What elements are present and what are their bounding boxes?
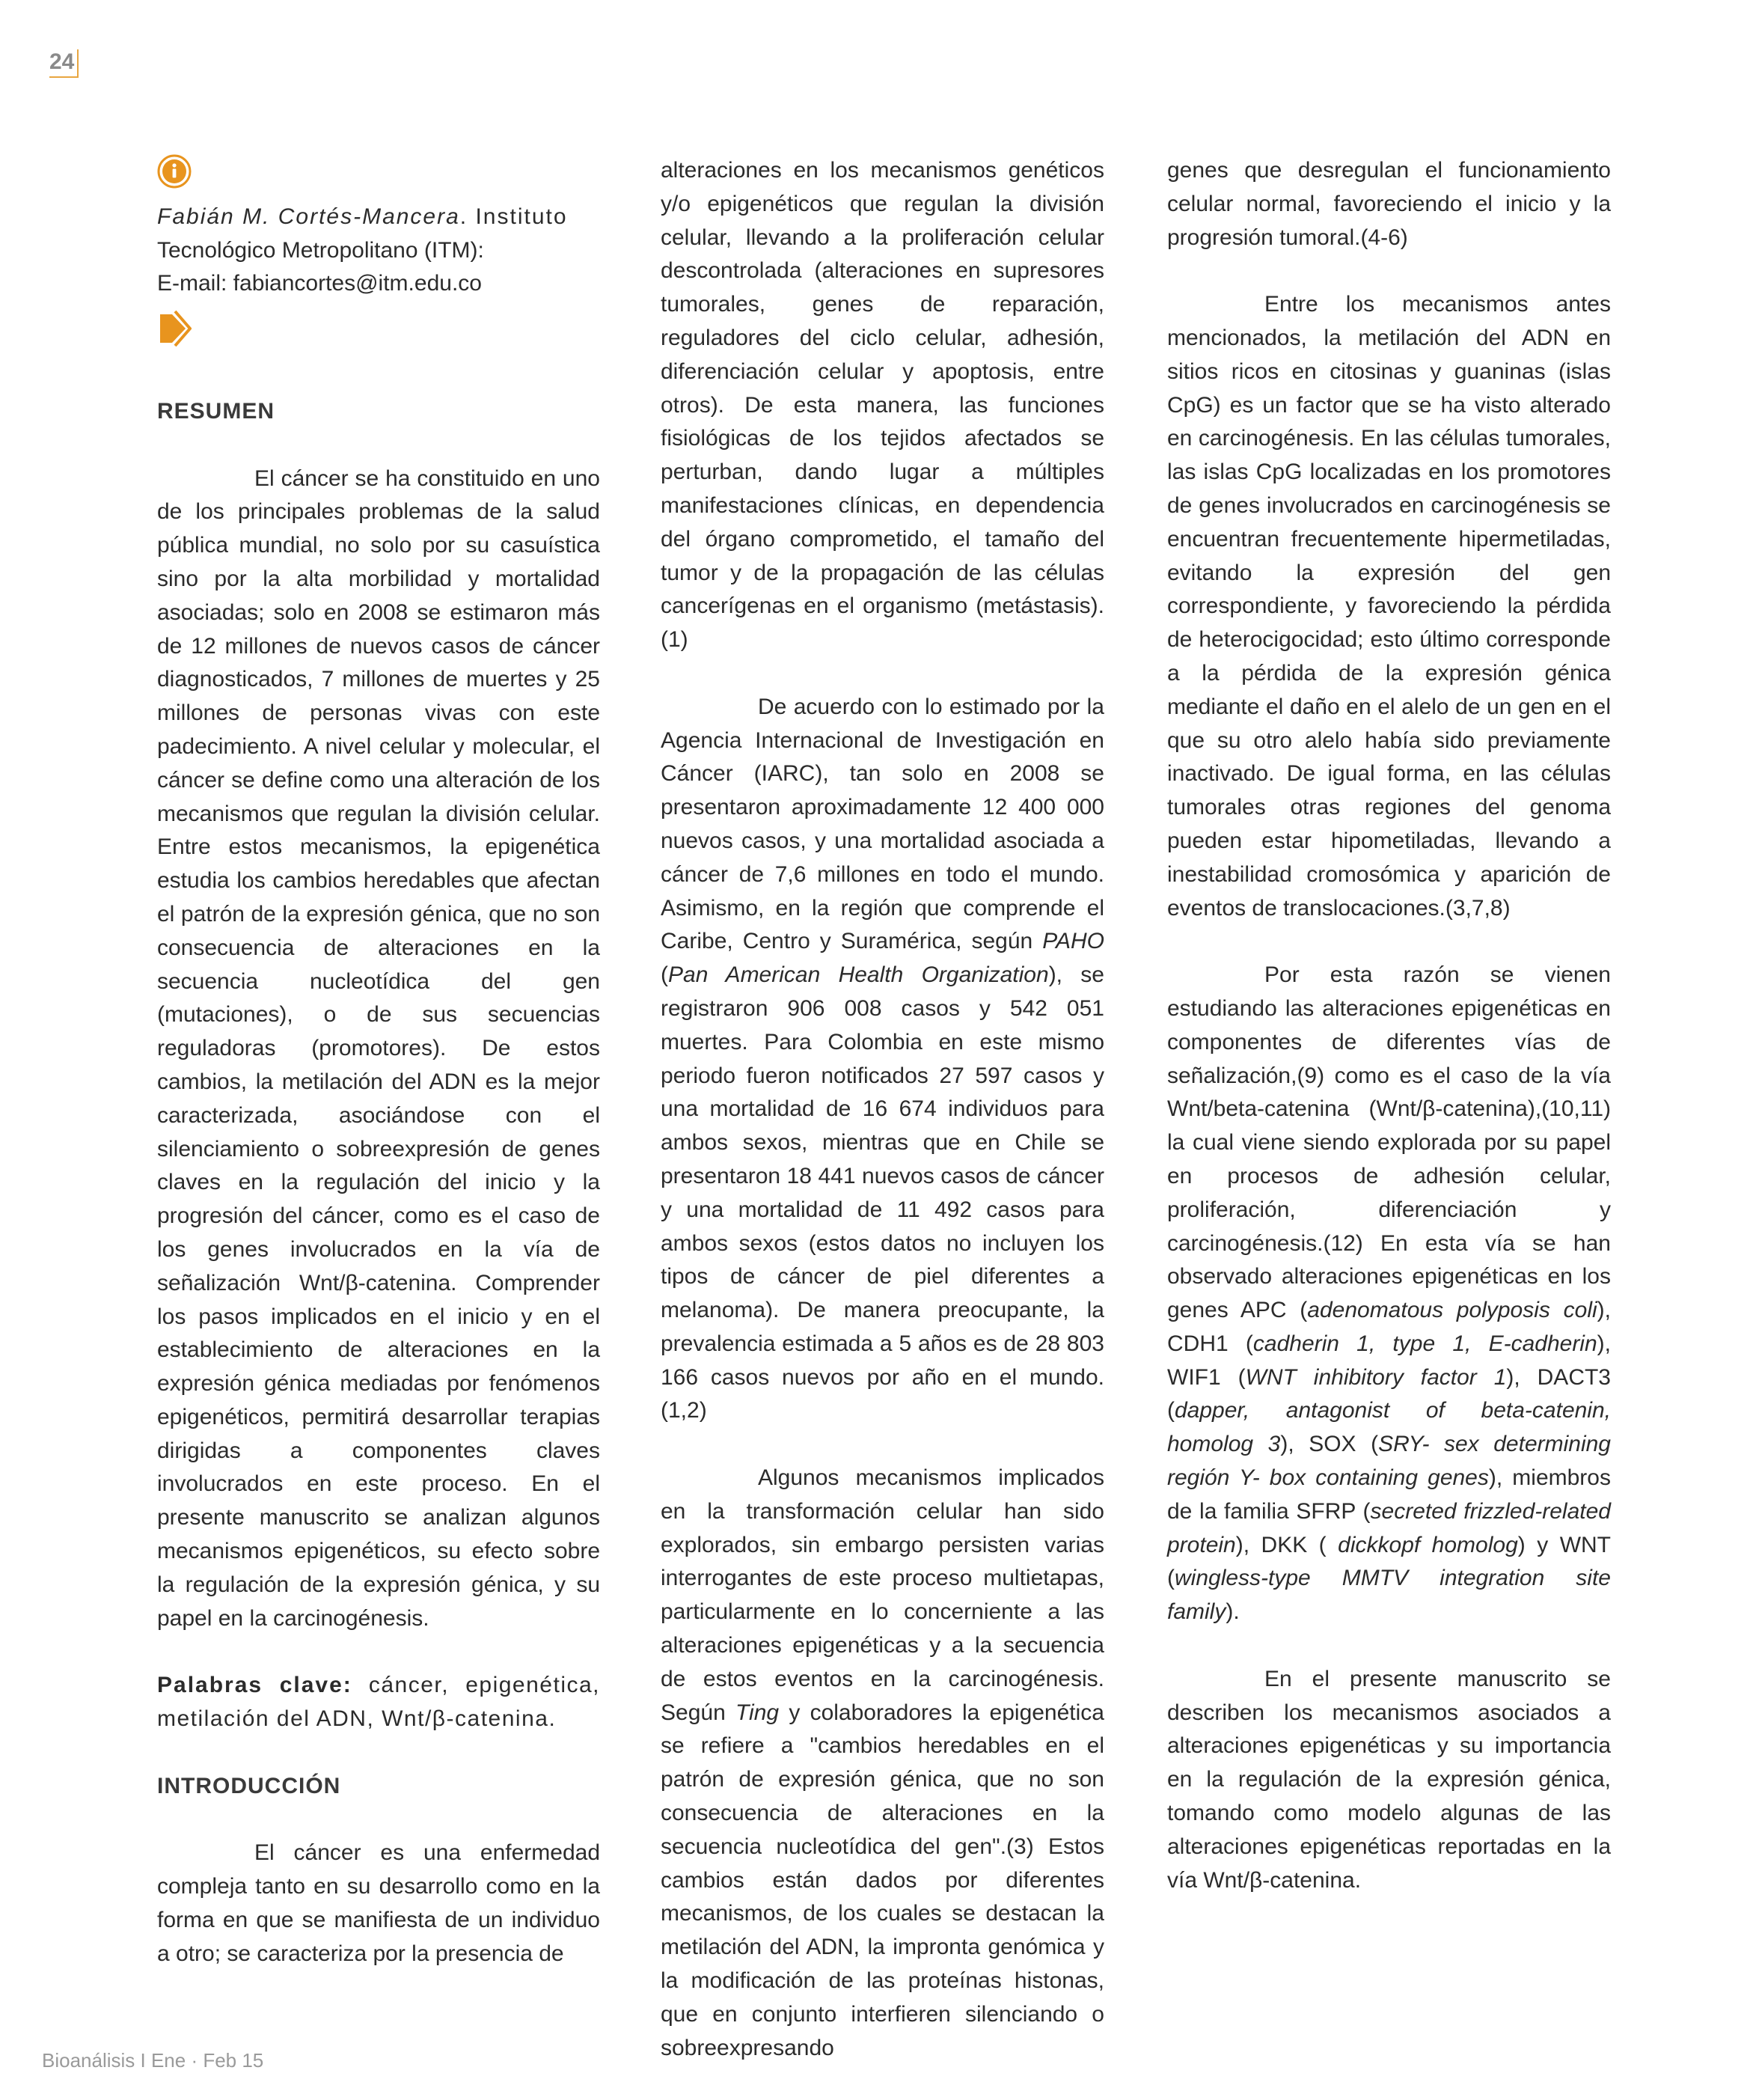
arrow-right-icon [157, 308, 192, 349]
introduccion-heading: INTRODUCCIÓN [157, 1773, 341, 1798]
p2-text-c: ), se registraron 906 008 casos y 542 051 muertes. Para Colombia en este mismo periodo fueron notificados 27 597 casos y una mortalidad de 16 674 individuos para ambos sexos, mientras que en Chile se presentaron 18 441 nuevos casos de cáncer y una mortalidad de 11 492 casos para ambos sexos (estos datos no incluyen los tipos de cáncer de piel diferentes a melanoma). De manera preocupante, la prevalencia estimada a 5 años es de 28 803 166 casos nuevos por año en el mundo.(1,2) [661, 962, 1104, 1423]
author-email: E-mail: fabiancortes@itm.edu.co [157, 271, 482, 296]
intro-paragraph-5 [1167, 959, 1611, 1629]
p3-text-a: Algunos mecanismos implicados en la transformación celular han sido explorados, sin embargo persisten varias interrogantes de este proceso multietapas, particularmente en lo concerniente a las alteraciones epigenéticas y a la secuencia de estos eventos en la carcinogénesis. Según [661, 1465, 1104, 1725]
resumen-body: El cáncer se ha constituido en uno de los principales problemas de la salud pública mundial, no solo por su casuística sino por la alta morbilidad y mortalidad asociadas; solo en 2008 se estimaron más de 12 millones de nuevos casos de cáncer diagnosticados, 7 millones de muertes y 25 millones de personas vivas con este padecimiento. A nivel celular y molecular, el cáncer se define como una alteración de los mecanismos que regulan la división celular. Entre estos mecanismos, la epigenética estudia los cambios heredables que afectan el patrón de la expresión génica, que no son consecuencia de alteraciones en la secuencia nucleotídica del gen (mutaciones), o de sus secuencias reguladoras (promotores). De estos cambios, la metilación del ADN es la mejor caracterizada, asociándose con el silenciamiento o sobreexpresión de genes claves en la regulación del inicio y la progresión del cáncer, como es el caso de los genes involucrados en la vía de señalización Wnt/β-catenina. Comprender los pasos implicados en el inicio y en el establecimiento de alteraciones en la expresión génica mediadas por fenómenos epigenéticos, permitirá desarrollar terapias dirigidas a componentes claves involucrados en este proceso. En el presente manuscrito se analizan algunos mecanismos epigenéticos, su efecto sobre la regulación de la expresión génica, y su papel en la carcinogénesis. [157, 466, 600, 1631]
intro-paragraph-1-cont: alteraciones en los mecanismos genéticos y/o epigenéticos que regulan la división celular, llevando a la proliferación celular descontrolada (alteraciones en supresores tumorales, genes de reparación, reguladores del ciclo celular, adhesión, diferenciación celular y apoptosis, entre otros). De esta manera, las funciones fisiológicas de los tejidos afectados se perturban, dando lugar a múltiples manifestaciones clínicas, en dependencia del órgano comprometido, el tamaño del tumor y de la propagación de las células cancerígenas en el organismo (metástasis).(1) [661, 158, 1104, 653]
page-number: 24 [49, 49, 79, 78]
p5-dact3: dapper, antagonist of beta-catenin, homolog 3 [1167, 1398, 1611, 1457]
p3-text-b: y colaboradores la epigenética se refiere a "cambios heredables en el patrón de expresión génica, que no son consecuencia de alteraciones en la secuencia nucleotídica del gen".(3) Estos cambios están dados por diferentes mecanismos, de los cuales se destacan la metilación del ADN, la impronta genómica y la modificación de las proteínas histonas, que en conjunto interfieren silenciando o sobreexpresando [661, 1700, 1104, 2060]
p5-text-c: ), WIF1 ( [1167, 1331, 1611, 1390]
intro-paragraph-3 [661, 1462, 1104, 2065]
column-2 [661, 154, 1104, 2065]
p5-cdh1: cadherin 1, type 1, E-cadherin [1252, 1331, 1597, 1356]
author-name: Fabián M. Cortés-Mancera [157, 204, 460, 229]
p5-sox: SRY- sex determining región Y- box containing genes [1167, 1432, 1611, 1491]
intro-paragraph-4: Entre los mecanismos antes mencionados, la metilación del ADN en sitios ricos en citosinas y guaninas (islas CpG) es un factor que se ha visto alterado en carcinogénesis. En las células tumorales, las islas CpG localizadas en los promotores de genes involucrados en carcinogénesis se encuentran frecuentemente hipermetiladas, evitando la expresión del gen correspondiente, y favoreciendo la pérdida de heterocigocidad; esto último corresponde a la pérdida de la expresión génica mediante el daño en el alelo de un gen en el que su otro alelo había sido previamente inactivado. De igual forma, en las células tumorales otras regiones del genoma pueden estar hipometiladas, llevando a inestabilidad cromosómica y aparición de eventos de translocaciones.(3,7,8) [1167, 292, 1611, 921]
p5-text-d: ), DACT3 ( [1167, 1364, 1611, 1423]
p5-text-f: ), miembros de la familia SFRP ( [1167, 1465, 1611, 1524]
p5-dkk: dickkopf homolog [1338, 1532, 1518, 1557]
p5-text-h: ) y WNT ( [1167, 1532, 1612, 1591]
resumen-heading: RESUMEN [157, 398, 275, 424]
p5-sfrp: secreted frizzled-related protein [1167, 1498, 1611, 1557]
column-3 [1167, 154, 1611, 1897]
intro-paragraph-1-start: El cáncer es una enfermedad compleja tanto en su desarrollo como en la forma en que se manifiesta de un individuo a otro; se caracteriza por la presencia de [157, 1840, 600, 1966]
author-block [157, 201, 600, 301]
p3-ting: Ting [735, 1700, 780, 1725]
p2-text-a: De acuerdo con lo estimado por la Agencia Internacional de Investigación en Cáncer (IARC), tan solo en 2008 se presentaron aproximadamente 12 400 000 nuevos casos, y una mortalidad asociada a cáncer de 7,6 millones en todo el mundo. Asimismo, en la región que comprende el Caribe, Centro y Suramérica, según [661, 694, 1104, 954]
author-affiliation: Tecnológico Metropolitano (ITM): [157, 237, 484, 263]
p2-paho: PAHO [1042, 929, 1104, 954]
p2-text-b: ( [661, 962, 668, 988]
p5-text-e: ), SOX ( [1280, 1432, 1379, 1457]
keywords-text: cáncer, epigenética, metilación del ADN, Wnt/β-catenina. [157, 1673, 601, 1732]
p5-wnt: wingless-type MMTV integration site family [1167, 1566, 1611, 1625]
p2-paho-full: Pan American Health Organization [668, 962, 1049, 988]
p5-apc: adenomatous polyposis coli [1307, 1298, 1597, 1323]
keywords [157, 1669, 600, 1736]
p5-wif1: WNT inhibitory factor 1 [1245, 1364, 1507, 1390]
p5-text-g: ), DKK ( [1235, 1532, 1338, 1557]
column-1 [157, 154, 600, 1971]
footer: Bioanálisis I Ene · Feb 15 [42, 2049, 264, 2072]
keywords-label: Palabras clave: [157, 1673, 352, 1698]
author-affiliation-inline: . Instituto [459, 204, 568, 229]
intro-paragraph-3-cont: genes que desregulan el funcionamiento celular normal, favoreciendo el inicio y la progresión tumoral.(4-6) [1167, 158, 1611, 250]
p5-text-a: Por esta razón se vienen estudiando las alteraciones epigenéticas en componentes de diferentes vías de señalización,(9) como es el caso de la vía Wnt/beta-catenina (Wnt/β-catenina),(10,11) la cual viene siendo explorada por su papel en procesos de adhesión celular, proliferación, diferenciación y carcinogénesis.(12) En esta vía se han observado alteraciones epigenéticas en los genes APC ( [1167, 962, 1611, 1323]
intro-paragraph-2 [661, 691, 1104, 1429]
intro-paragraph-6: En el presente manuscrito se describen los mecanismos asociados a alteraciones epigenéticas y su importancia en la regulación de la expresión génica, tomando como modelo algunas de las alteraciones epigenéticas reportadas en la vía Wnt/β-catenina. [1167, 1666, 1611, 1893]
info-icon [157, 154, 192, 189]
p5-text-b: ), CDH1 ( [1167, 1298, 1611, 1356]
p5-text-i: ). [1226, 1599, 1240, 1625]
